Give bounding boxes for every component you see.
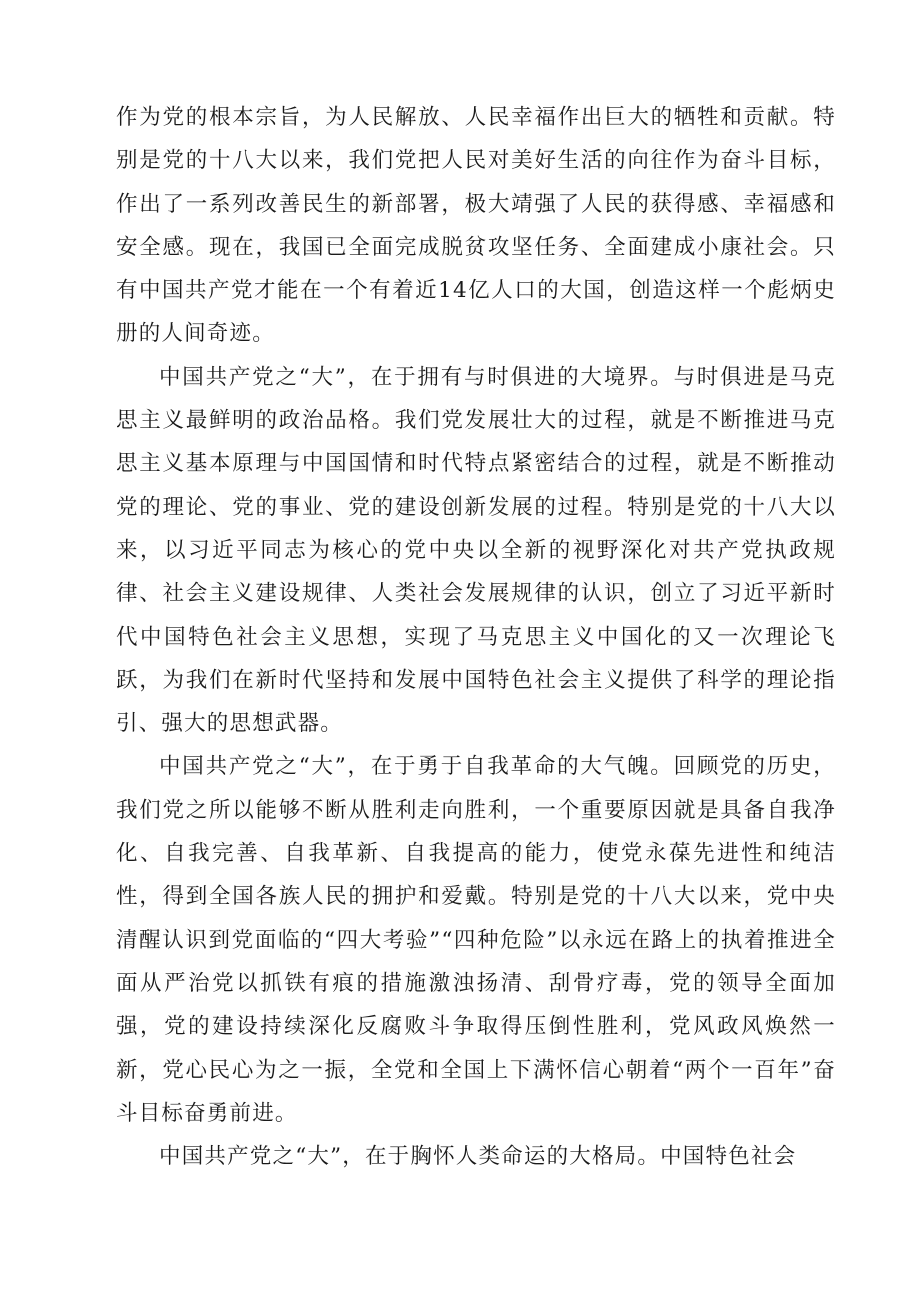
- paragraph-4: 中国共产党之“大”，在于胸怀人类命运的大格局。中国特色社会: [159, 1144, 797, 1170]
- paragraph-3: 中国共产党之“大”，在于勇于自我革命的大气魄。回顾党的历史，我们党之所以能够不断从胜利走向胜利，一个重要原因就是具备自我净化、自我完善、自我革新、自我提高的能力，使党永葆先进性和纯洁性，得到全国各族人民的拥护和爱戴。特别是党的十八大以来，党中央清醒认识到党面临的“四大考验”“四种危险”以永远在路上的执着推进全面从严治党以抓铁有痕的措施激浊扬清、刮骨疗毒，党的领导全面加强，党的建设持续深化反腐败斗争取得压倒性胜利，党风政风焕然一新，党心民心为之一振，全党和全国上下满怀信心朝着“两个一百年”奋斗目标奋勇前进。: [116, 754, 836, 1126]
- document-body: [116, 96, 836, 1178]
- paragraph-1: 作为党的根本宗旨，为人民解放、人民幸福作出巨大的牺牲和贡献。特别是党的十八大以来，我们党把人民对美好生活的向往作为奋斗目标，作出了一系列改善民生的新部署，极大靖强了人民的获得感、幸福感和安全感。现在，我国已全面完成脱贫攻坚任务、全面建成小康社会。只有中国共产党才能在一个有着近14亿人口的大国，创造这样一个彪炳史册的人间奇迹。: [116, 105, 836, 347]
- paragraph-2: 中国共产党之“大”，在于拥有与时俱进的大境界。与时俱进是马克思主义最鲜明的政治品格。我们党发展壮大的过程，就是不断推进马克思主义基本原理与中国国情和时代特点紧密结合的过程，就是不断推动党的理论、党的事业、党的建设创新发展的过程。特别是党的十八大以来，以习近平同志为核心的党中央以全新的视野深化对共产党执政规律、社会主义建设规律、人类社会发展规律的认识，创立了习近平新时代中国特色社会主义思想，实现了马克思主义中国化的又一次理论飞跃，为我们在新时代坚持和发展中国特色社会主义提供了科学的理论指引、强大的思想武器。: [116, 364, 836, 737]
